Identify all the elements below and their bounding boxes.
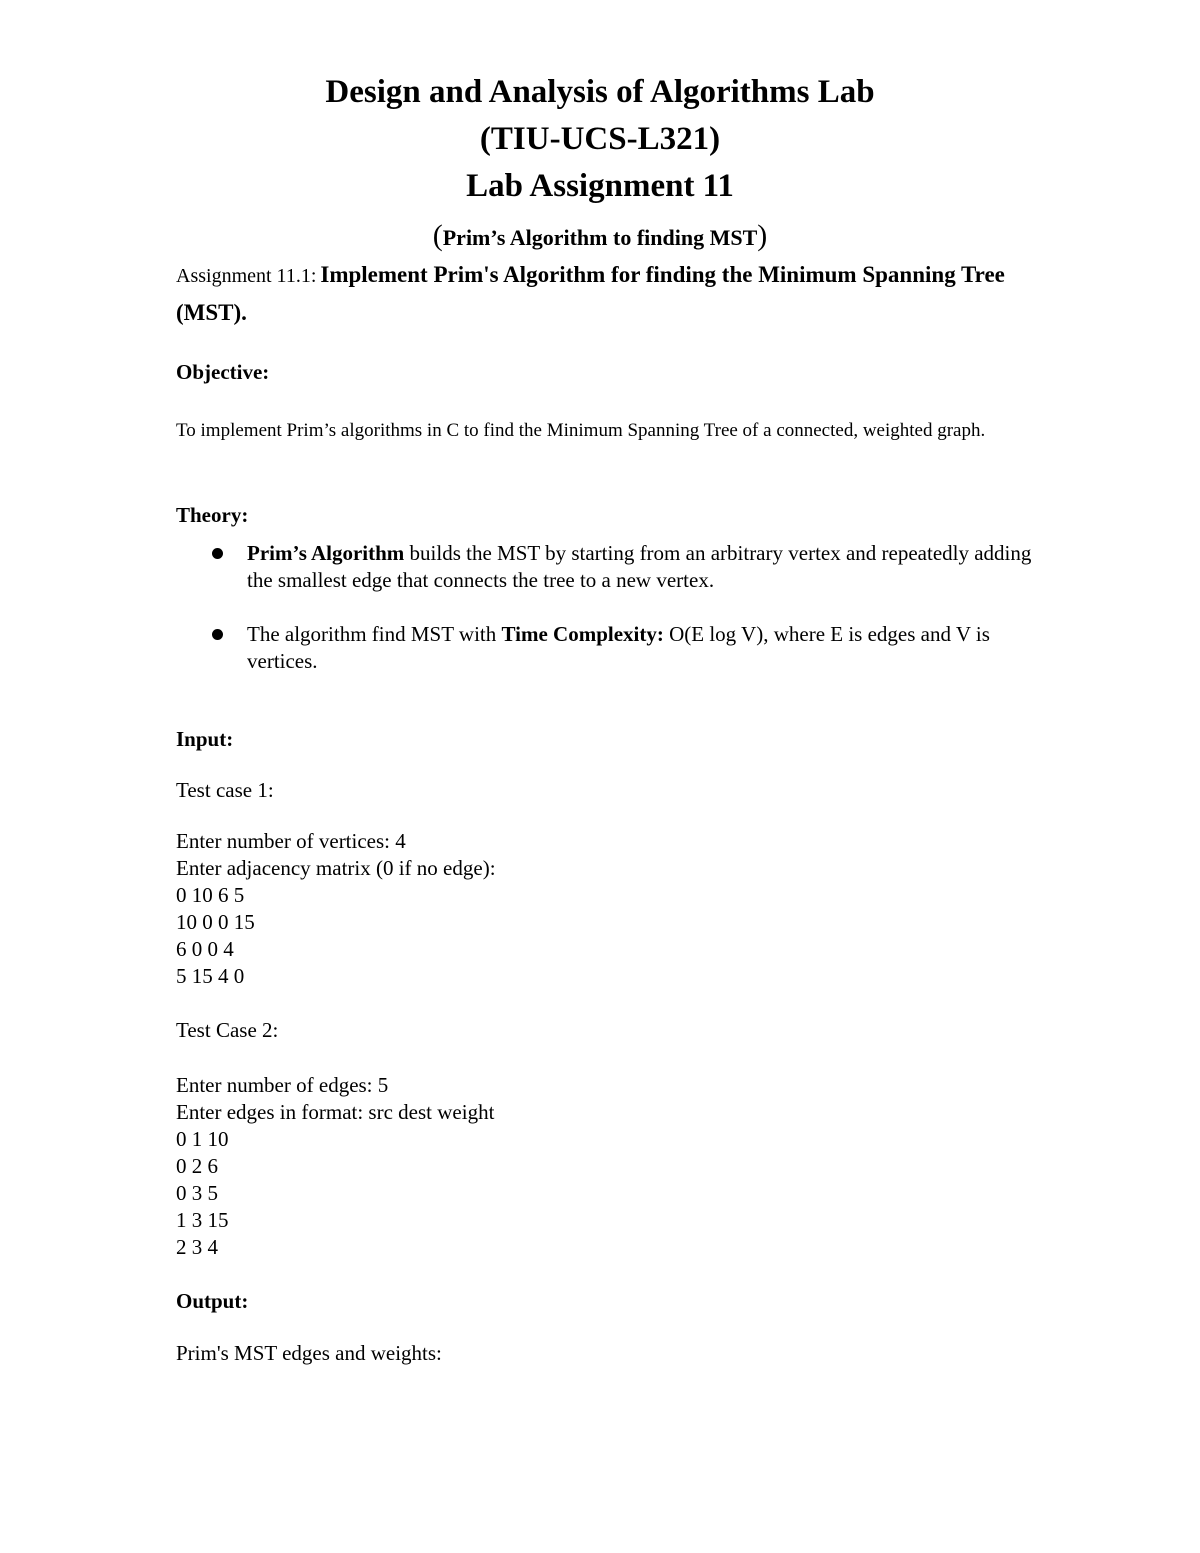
assignment-label: Assignment 11.1: [176,265,317,287]
theory-list [176,540,1036,594]
theory-list-2 [176,621,1036,675]
assignment-statement [176,256,1036,332]
tc1-line: Enter number of vertices: 4 [176,829,406,853]
tc2-line: 0 1 10 [176,1127,229,1151]
test-case-1-label: Test case 1: [176,778,274,802]
topic-subtitle [0,218,1200,256]
tc2-line: 1 3 15 [176,1208,229,1232]
tc1-line: 0 10 6 5 [176,883,245,907]
prims-description: builds the MST by starting from an arbitrary vertex and repeatedly adding the smallest edge that connects the tree to a new vertex. [247,541,1032,592]
tc2-line: Enter edges in format: src dest weight [176,1100,495,1124]
tc1-line: 6 0 0 4 [176,937,234,961]
lab-title: Lab Assignment 11 [466,168,734,204]
topic-open-paren: ( [432,219,443,252]
topic-text: Prim’s Algorithm to finding MST [442,225,758,250]
bullet-icon [212,629,223,640]
theory-bullet-prims [176,540,1036,594]
prims-term: Prim’s Algorithm [247,541,405,565]
test-case-2-label: Test Case 2: [176,1018,279,1042]
tc2-line: 2 3 4 [176,1235,218,1259]
course-code: (TIU-UCS-L321) [479,121,721,157]
assignment-text: Implement Prim's Algorithm for finding the Minimum Spanning Tree (MST). [176,262,1005,325]
tc2-line: Enter number of edges: 5 [176,1073,389,1097]
complexity-description: O(E log V), where E is edges and V is vertices. [247,622,990,673]
bullet-icon [212,548,223,559]
theory-heading: Theory: [176,503,249,527]
input-heading: Input: [176,727,234,751]
output-text: Prim's MST edges and weights: [176,1341,442,1365]
tc1-line: 10 0 0 15 [176,910,255,934]
complexity-term: Time Complexity: [501,622,664,646]
tc1-line: 5 15 4 0 [176,964,245,988]
objective-text: To implement Prim’s algorithms in C to find the Minimum Spanning Tree of a connected, weighted graph. [176,420,986,441]
topic-close-paren: ) [757,219,768,252]
course-title: Design and Analysis of Algorithms Lab [325,74,875,110]
complexity-pre: The algorithm find MST with [247,622,502,646]
objective-heading: Objective: [176,360,270,384]
theory-bullet-complexity [176,621,1036,675]
tc2-line: 0 3 5 [176,1181,218,1205]
tc1-line: Enter adjacency matrix (0 if no edge): [176,856,496,880]
output-heading: Output: [176,1289,249,1313]
tc2-line: 0 2 6 [176,1154,218,1178]
